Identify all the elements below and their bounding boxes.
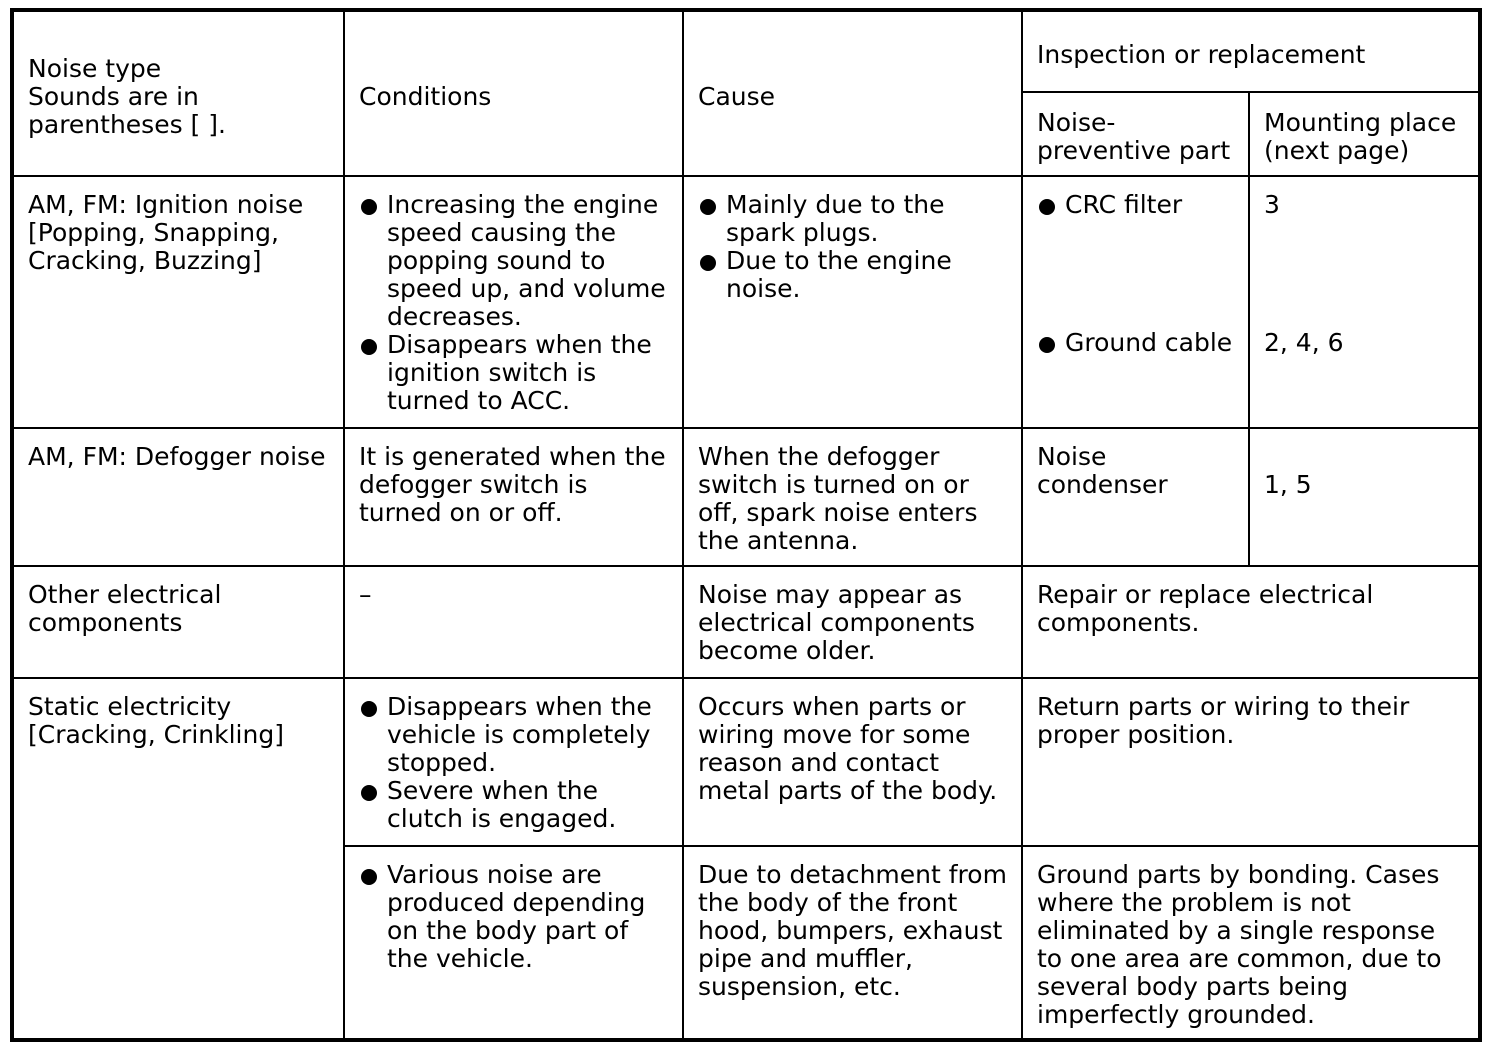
cause-list: [698, 191, 1007, 303]
header-noise-type-sub2: parentheses [ ].: [28, 109, 226, 139]
list-item: Various noise are produced depending on the body part of the vehicle.: [359, 861, 668, 973]
noise-type-cell: [12, 176, 344, 428]
header-noise-preventive-1: Noise-: [1037, 108, 1116, 137]
noise-type-sound: [Cracking, Crinkling]: [28, 720, 284, 749]
header-mounting-2: (next page): [1264, 136, 1410, 165]
header-noise-type-title: Noise type: [28, 53, 162, 83]
conditions-list: [359, 861, 668, 973]
mounting-place-cell: [1249, 176, 1480, 428]
noise-preventive-part-cell: [1022, 176, 1249, 428]
noise-type-cell: AM, FM: Defogger noise: [12, 428, 344, 566]
spacer: [1037, 219, 1234, 329]
table-row: [12, 176, 1480, 428]
part-item: CRC filter: [1037, 191, 1234, 219]
cause-cell: [683, 176, 1022, 428]
list-item: Due to the engine noise.: [698, 247, 1007, 303]
noise-type-cell: Other electrical components: [12, 566, 344, 678]
noise-type-text: AM, FM: Ignition noise: [28, 190, 304, 219]
list-item: Disappears when the vehicle is completely stopped.: [359, 693, 668, 777]
table-row: [12, 678, 1480, 846]
part-item: Ground cable: [1037, 329, 1234, 357]
header-noise-type-sub1: Sounds are in: [28, 81, 199, 111]
list-item: Increasing the engine speed causing the popping sound to speed up, and volume decreases.: [359, 191, 668, 331]
conditions-cell: [344, 678, 683, 846]
mounting-place-cell: [1249, 428, 1480, 566]
inspection-cell: Return parts or wiring to their proper position.: [1022, 678, 1480, 846]
conditions-list: [359, 191, 668, 415]
noise-type-sound: Cracking, Buzzing]: [28, 246, 262, 275]
header-inspection: Inspection or replacement: [1022, 10, 1480, 92]
spacer: [1264, 219, 1464, 329]
header-mounting-place: [1249, 92, 1480, 176]
noise-troubleshooting-table: [10, 8, 1482, 1042]
conditions-cell: [344, 176, 683, 428]
header-noise-preventive-part: [1022, 92, 1249, 176]
header-mounting-1: Mounting place: [1264, 108, 1457, 137]
inspection-cell: Repair or replace electrical components.: [1022, 566, 1480, 678]
cause-cell: Occurs when parts or wiring move for some reason and contact metal parts of the body.: [683, 678, 1022, 846]
conditions-cell: –: [344, 566, 683, 678]
header-conditions: Conditions: [344, 10, 683, 176]
conditions-list: [359, 693, 668, 833]
header-cause: Cause: [683, 10, 1022, 176]
mount-value: 3: [1264, 190, 1280, 219]
mount-value: 1, 5: [1264, 470, 1312, 499]
noise-type-text: Static electricity: [28, 692, 232, 721]
list-item: Disappears when the ignition switch is turned to ACC.: [359, 331, 668, 415]
conditions-cell: [344, 846, 683, 1040]
mount-value: 2, 4, 6: [1264, 328, 1344, 357]
cause-cell: Due to detachment from the body of the front hood, bumpers, exhaust pipe and muffler, suspension, etc.: [683, 846, 1022, 1040]
table-row: [12, 428, 1480, 566]
cause-cell: Noise may appear as electrical components become older.: [683, 566, 1022, 678]
noise-preventive-part-cell: Noise condenser: [1022, 428, 1249, 566]
inspection-cell: Ground parts by bonding. Cases where the problem is not eliminated by a single response to one area are common, due to several body parts being imperfectly grounded.: [1022, 846, 1480, 1040]
header-noise-type: [12, 10, 344, 176]
list-item: Severe when the clutch is engaged.: [359, 777, 668, 833]
header-noise-preventive-2: preventive part: [1037, 136, 1231, 165]
list-item: Mainly due to the spark plugs.: [698, 191, 1007, 247]
noise-type-cell: [12, 678, 344, 1040]
table-row: [12, 566, 1480, 678]
cause-cell: When the defogger switch is turned on or off, spark noise enters the antenna.: [683, 428, 1022, 566]
noise-type-sound: [Popping, Snapping,: [28, 218, 279, 247]
conditions-cell: It is generated when the defogger switch is turned on or off.: [344, 428, 683, 566]
